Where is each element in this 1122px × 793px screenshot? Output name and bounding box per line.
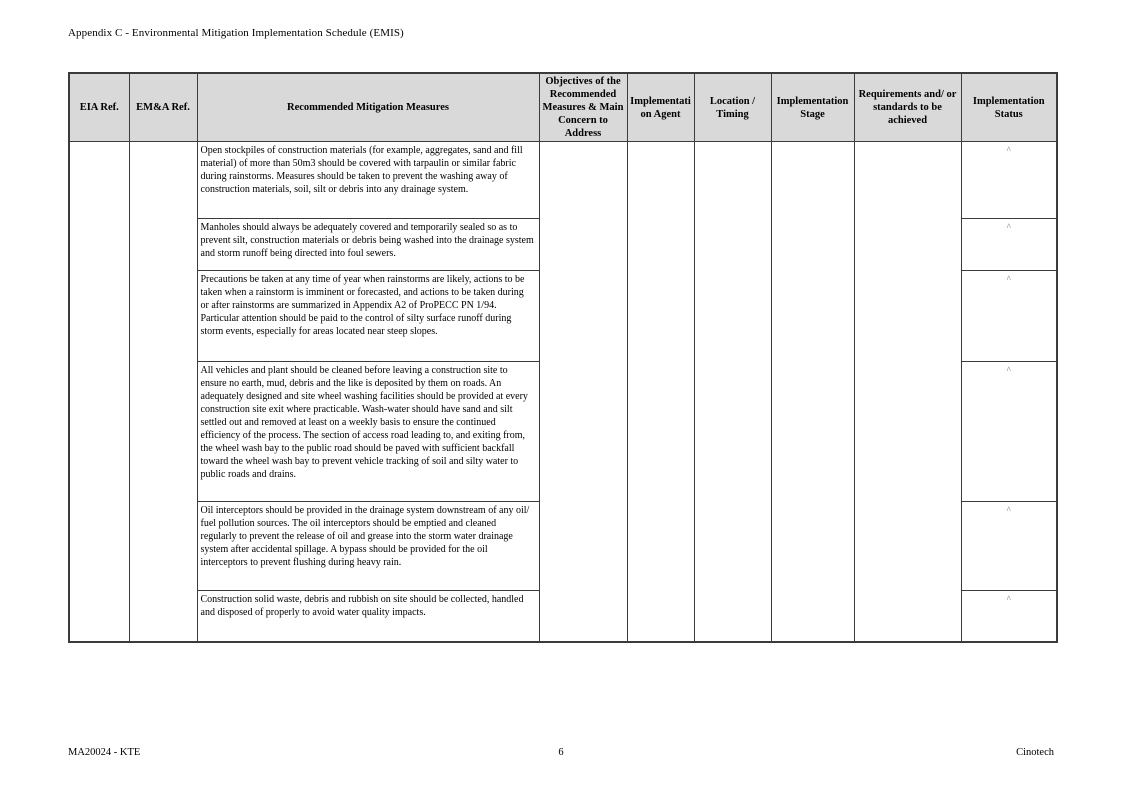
cell-status-marker: ^ [961, 591, 1057, 643]
page-footer [68, 747, 1054, 758]
col-header-objectives: Objectives of the Recommended Measures & Main Concern to Address [539, 73, 627, 142]
col-header-location-timing: Location / Timing [694, 73, 771, 142]
col-header-stage: Implementation Stage [771, 73, 854, 142]
emis-table [68, 72, 1058, 643]
footer-company-name: Cinotech [1016, 747, 1054, 758]
col-header-ema-ref: EM&A Ref. [129, 73, 197, 142]
table-header-row [69, 73, 1057, 142]
cell-stage [771, 142, 854, 643]
cell-measure: Oil interceptors should be provided in the drainage system downstream of any oil/ fuel pollution sources. The oil interceptors should be emptied and cleaned regularly to prevent the release of oil and grease into the storm water drainage system after accidental spillage. A bypass should be provided for the oil interceptors to prevent flushing during heavy rain. [197, 502, 539, 591]
page-title: Appendix C - Environmental Mitigation Implementation Schedule (EMIS) [68, 27, 404, 39]
col-header-agent: Implementation Agent [627, 73, 694, 142]
table-row [69, 142, 1057, 219]
page-number: 6 [558, 747, 564, 758]
cell-ema-ref [129, 142, 197, 643]
cell-measure: Open stockpiles of construction materials (for example, aggregates, sand and fill material) of more than 50m3 should be covered with tarpaulin or similar fabric during rainstorms. Measures should be taken to prevent the washing away of construction materials, soil, silt or debris into any drainage system. [197, 142, 539, 219]
cell-location-timing [694, 142, 771, 643]
cell-objectives [539, 142, 627, 643]
cell-requirements [854, 142, 961, 643]
col-header-status: Implementation Status [961, 73, 1057, 142]
cell-status-marker: ^ [961, 271, 1057, 362]
cell-status-marker: ^ [961, 142, 1057, 219]
cell-status-marker: ^ [961, 362, 1057, 502]
footer-project-ref: MA20024 - KTE [68, 747, 141, 758]
cell-measure: Precautions be taken at any time of year when rainstorms are likely, actions to be taken when a rainstorm is imminent or forecasted, and actions to be taken during or after rainstorms are summarized in Appendix A2 of ProPECC PN 1/94. Particular attention should be paid to the control of silty surface runoff during storm events, especially for areas located near steep slopes. [197, 271, 539, 362]
cell-eia-ref [69, 142, 129, 643]
cell-agent [627, 142, 694, 643]
col-header-requirements: Requirements and/ or standards to be achieved [854, 73, 961, 142]
cell-status-marker: ^ [961, 502, 1057, 591]
cell-status-marker: ^ [961, 219, 1057, 271]
cell-measure: Manholes should always be adequately covered and temporarily sealed so as to prevent silt, construction materials or debris being washed into the drainage system and storm runoff being directed into foul sewers. [197, 219, 539, 271]
col-header-eia-ref: EIA Ref. [69, 73, 129, 142]
cell-measure: All vehicles and plant should be cleaned before leaving a construction site to ensure no earth, mud, debris and the like is deposited by them on roads. An adequately designed and site wheel washing facilities should be provided at every construction site exit where practicable. Wash-water should have sand and silt settled out and removed at least on a weekly basis to ensure the continued efficiency of the process. The section of access road leading to, and exiting from, the wheel wash bay to the public road should be paved with sufficient backfall toward the wheel wash bay to prevent vehicle tracking of soil and silty water to public roads and drains. [197, 362, 539, 502]
cell-measure: Construction solid waste, debris and rubbish on site should be collected, handled and disposed of properly to avoid water quality impacts. [197, 591, 539, 643]
col-header-measures: Recommended Mitigation Measures [197, 73, 539, 142]
